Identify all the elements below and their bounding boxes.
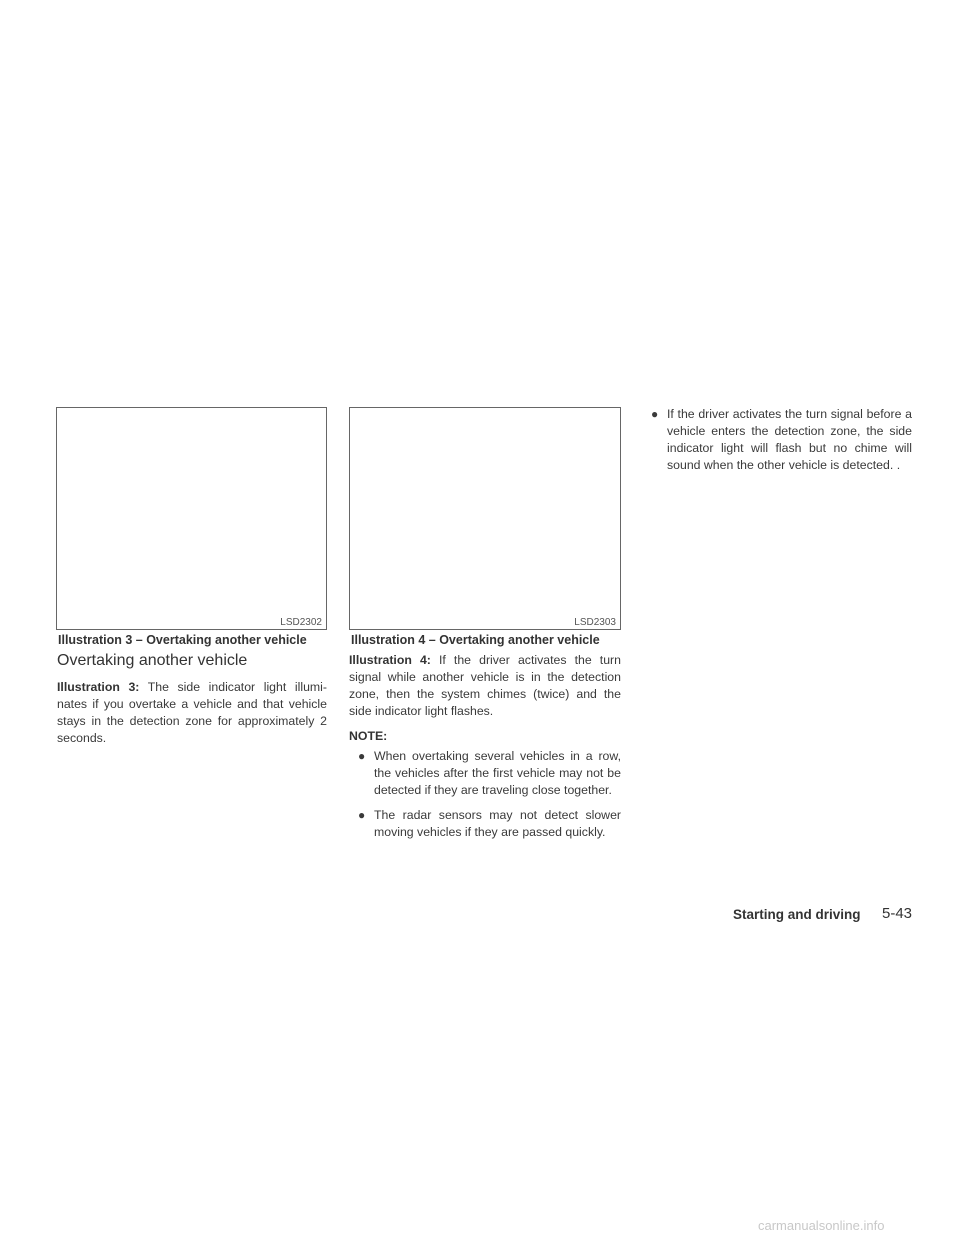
footer-page-number: 5-43 <box>882 905 913 922</box>
watermark-text: carmanualsonline.info <box>758 1218 885 1233</box>
illustration-3-paragraph <box>57 679 327 747</box>
list-item <box>651 406 912 474</box>
footer-section-title: Starting and driving <box>733 907 861 922</box>
illustration-3-figure <box>56 407 327 630</box>
illustration-4-paragraph <box>349 652 621 720</box>
note-label: NOTE: <box>349 729 388 743</box>
paragraph-label: Illustration 4: <box>349 653 431 667</box>
illustration-3-caption: Illustration 3 – Overtaking another vehicle <box>58 633 307 647</box>
list-item <box>358 748 621 799</box>
illustration-4-code: LSD2303 <box>574 617 616 628</box>
bullet-dot: ● <box>358 749 366 763</box>
paragraph-text: If the driver activates the turn signal while another vehicle is in the detection zone, then the system chimes (twice) and the side indicator light flashes. <box>349 653 621 718</box>
bullet-dot: ● <box>358 808 366 822</box>
illustration-4-caption: Illustration 4 – Overtaking another vehicle <box>351 633 600 647</box>
list-item <box>358 807 621 841</box>
section-heading: Overtaking another vehicle <box>57 652 248 669</box>
bullet-text: If the driver activates the turn signal before a vehicle enters the detection zone, the side indicator light will flash but no chime will sound when the other vehicle is detected. . <box>667 407 912 472</box>
bullet-text: The radar sensors may not detect slower moving vehicles if they are passed quickly. <box>374 808 621 839</box>
illustration-4-figure <box>349 407 621 630</box>
bullet-text: When overtaking several vehicles in a row, the vehicles after the first vehicle may not be detected if they are traveling close together. <box>374 749 621 797</box>
bullet-dot: ● <box>651 407 659 421</box>
paragraph-text: The side indicator light illumi- nates if you overtake a vehicle and that vehicle stays in the detection zone for approximately 2 seconds. <box>57 680 327 745</box>
paragraph-label: Illustration 3: <box>57 680 140 694</box>
illustration-3-code: LSD2302 <box>280 617 322 628</box>
